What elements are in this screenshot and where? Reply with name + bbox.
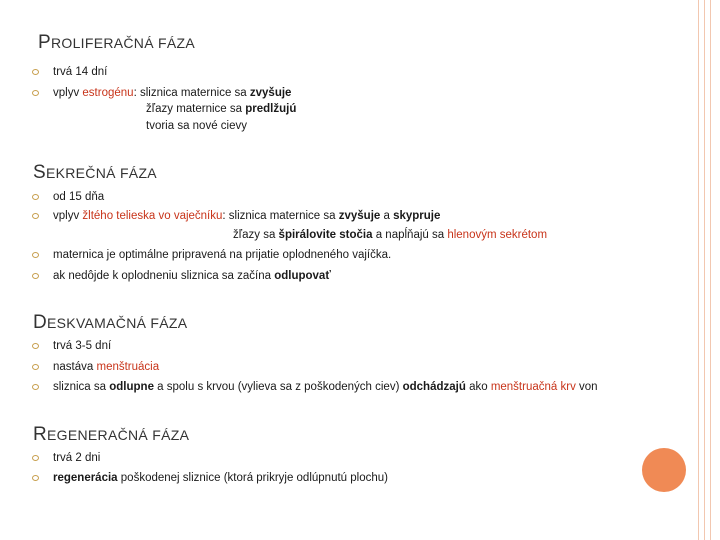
decorative-circle [642,448,686,492]
bullet-icon [32,194,39,200]
bullet-icon [32,384,39,390]
section-title-regeneracna: REGENERAČNÁ FÁZA [33,424,190,445]
bullet-icon [32,90,39,96]
bullet-icon [32,343,39,349]
bullet-icon [32,455,39,461]
section-title-deskvamacna: DESKVAMAČNÁ FÁZA [33,312,188,333]
bullet-icon [32,364,39,370]
bullet-icon [32,252,39,258]
frame-line-outer [698,0,699,540]
bullet-icon [32,475,39,481]
section-title-proliferacna: PROLIFERAČNÁ FÁZA [38,32,196,53]
bullet-icon [32,213,39,219]
frame-line-inner [710,0,711,540]
section-title-sekrecna: SEKREČNÁ FÁZA [33,162,157,183]
bullet-icon [32,69,39,75]
continuation-line: tvoria sa nové cievy [146,120,247,132]
continuation-line: žľazy maternice sa predlžujú [146,103,297,115]
bullet-icon [32,273,39,279]
continuation-line: žľazy sa špirálovite stočia a napĺňajú sa hlenovým sekrétom [233,229,548,241]
frame-line-middle [704,0,705,540]
